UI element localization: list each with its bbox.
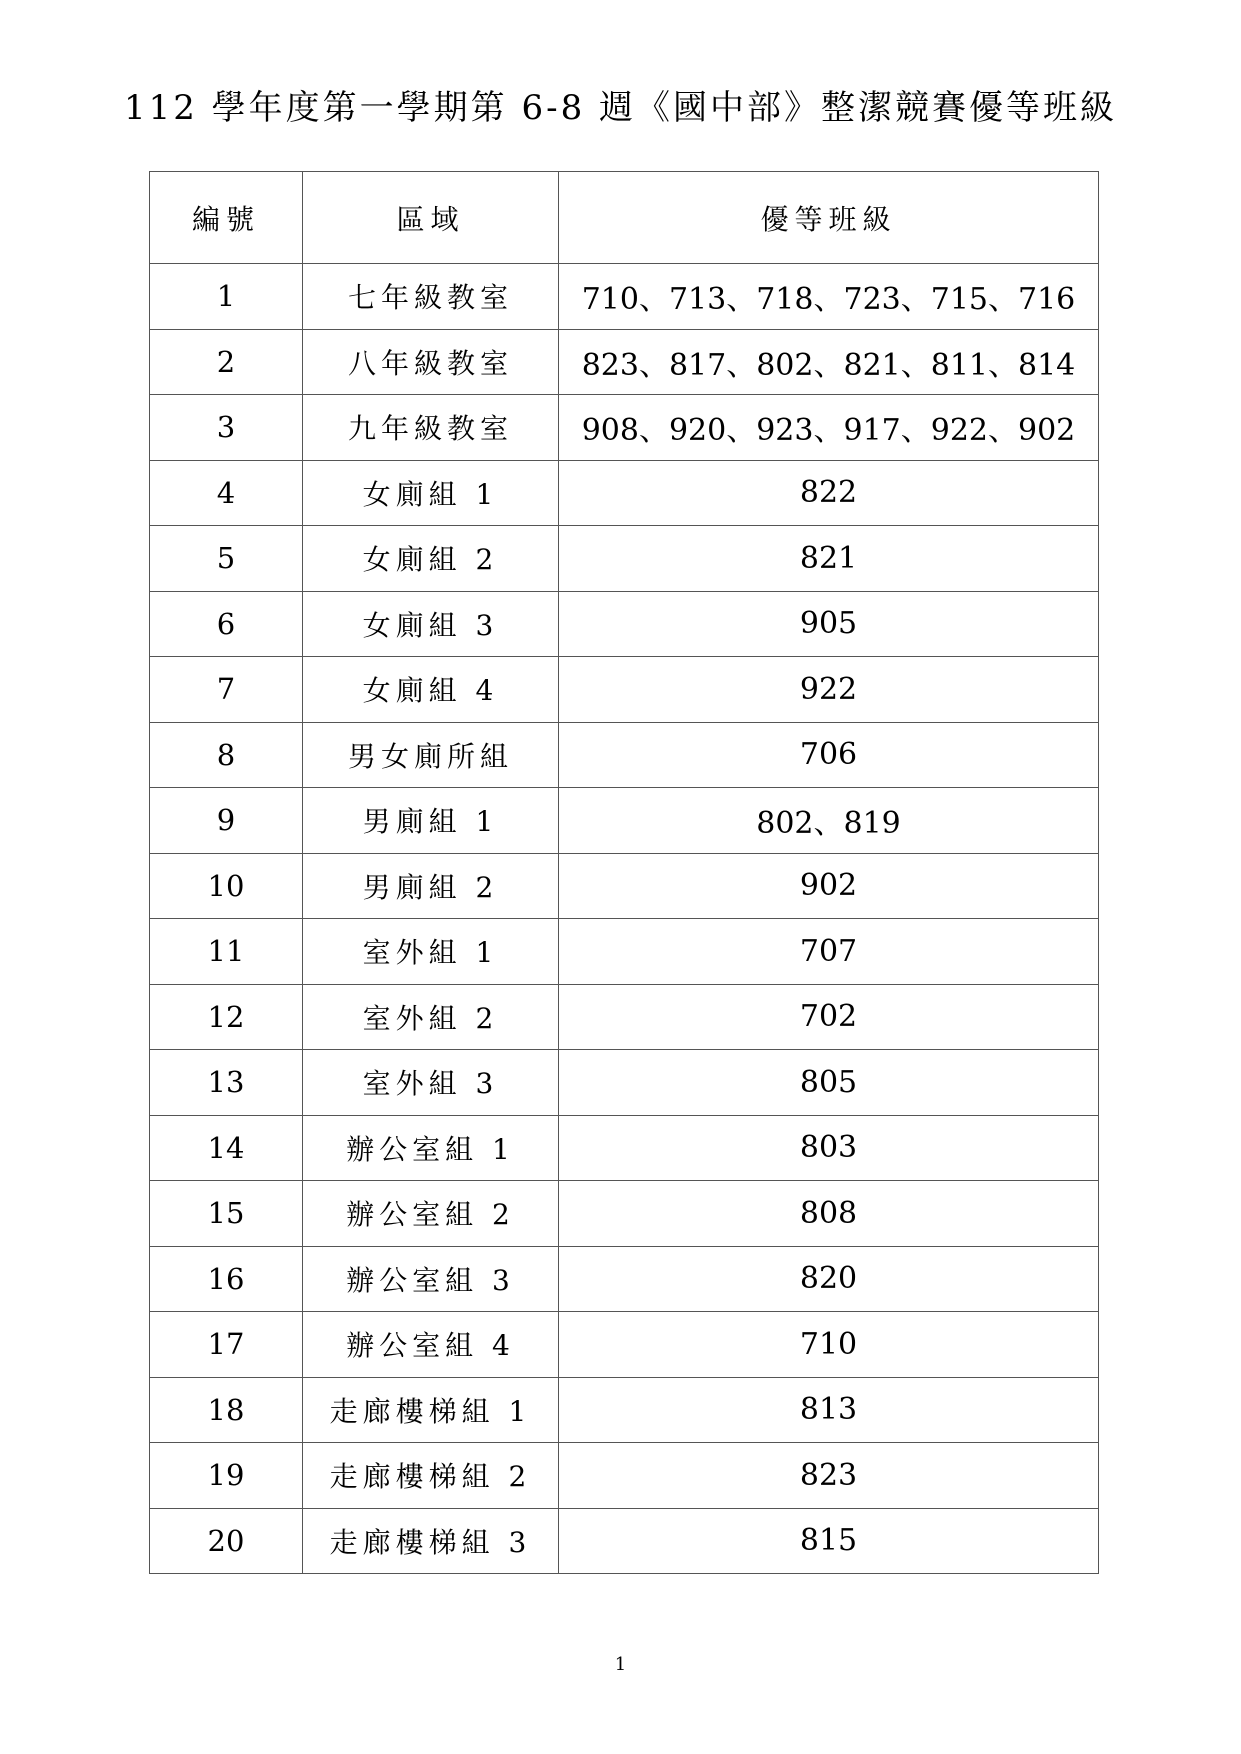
row-area: 七年級教室 [303, 264, 559, 330]
row-number: 3 [150, 395, 303, 461]
row-area: 男女廁所組 [303, 722, 559, 788]
table-row [150, 853, 1099, 919]
row-classes: 710、713、718、723、715、716 [559, 264, 1099, 330]
row-number: 9 [150, 788, 303, 854]
row-number: 17 [150, 1312, 303, 1378]
row-classes: 820 [559, 1246, 1099, 1312]
row-classes: 710 [559, 1312, 1099, 1378]
table-row [150, 1050, 1099, 1116]
row-number: 11 [150, 919, 303, 985]
row-number: 8 [150, 722, 303, 788]
row-number: 20 [150, 1508, 303, 1574]
row-area: 八年級教室 [303, 329, 559, 395]
row-classes: 908、920、923、917、922、902 [559, 395, 1099, 461]
row-classes: 702 [559, 984, 1099, 1050]
row-area: 室外組 3 [303, 1050, 559, 1116]
row-classes: 803 [559, 1115, 1099, 1181]
row-area: 女廁組 1 [303, 460, 559, 526]
row-area: 走廊樓梯組 2 [303, 1443, 559, 1509]
header-area: 區域 [303, 172, 559, 264]
row-area: 辦公室組 3 [303, 1246, 559, 1312]
table-row [150, 395, 1099, 461]
page-number: 1 [614, 1654, 627, 1675]
row-number: 15 [150, 1181, 303, 1247]
header-classes: 優等班級 [559, 172, 1099, 264]
page-title: 112 學年度第一學期第 6-8 週《國中部》整潔競賽優等班級 [123, 88, 1118, 128]
row-area: 走廊樓梯組 3 [303, 1508, 559, 1574]
row-classes: 821 [559, 526, 1099, 592]
table-row [150, 919, 1099, 985]
table-row [150, 1312, 1099, 1378]
row-number: 4 [150, 460, 303, 526]
row-area: 室外組 1 [303, 919, 559, 985]
table-row [150, 984, 1099, 1050]
table-row [150, 1181, 1099, 1247]
row-classes: 805 [559, 1050, 1099, 1116]
honor-class-table [149, 171, 1099, 1574]
row-number: 14 [150, 1115, 303, 1181]
row-classes: 815 [559, 1508, 1099, 1574]
row-classes: 823、817、802、821、811、814 [559, 329, 1099, 395]
table-row [150, 657, 1099, 723]
row-number: 1 [150, 264, 303, 330]
table-row [150, 1377, 1099, 1443]
row-classes: 706 [559, 722, 1099, 788]
table-row [150, 1508, 1099, 1574]
row-number: 5 [150, 526, 303, 592]
table-row [150, 1443, 1099, 1509]
row-area: 女廁組 2 [303, 526, 559, 592]
row-classes: 902 [559, 853, 1099, 919]
table-row [150, 1115, 1099, 1181]
table-row [150, 460, 1099, 526]
row-area: 辦公室組 1 [303, 1115, 559, 1181]
table-row [150, 722, 1099, 788]
row-classes: 707 [559, 919, 1099, 985]
row-classes: 822 [559, 460, 1099, 526]
row-area: 辦公室組 4 [303, 1312, 559, 1378]
table-row [150, 591, 1099, 657]
row-classes: 905 [559, 591, 1099, 657]
row-area: 女廁組 3 [303, 591, 559, 657]
row-number: 18 [150, 1377, 303, 1443]
table-row [150, 1246, 1099, 1312]
table-row [150, 526, 1099, 592]
row-area: 女廁組 4 [303, 657, 559, 723]
row-number: 13 [150, 1050, 303, 1116]
row-number: 10 [150, 853, 303, 919]
row-classes: 813 [559, 1377, 1099, 1443]
table-header-row [150, 172, 1099, 264]
row-classes: 802、819 [559, 788, 1099, 854]
row-classes: 823 [559, 1443, 1099, 1509]
row-area: 室外組 2 [303, 984, 559, 1050]
row-number: 19 [150, 1443, 303, 1509]
table-row [150, 788, 1099, 854]
row-area: 男廁組 2 [303, 853, 559, 919]
row-number: 12 [150, 984, 303, 1050]
row-number: 6 [150, 591, 303, 657]
row-number: 7 [150, 657, 303, 723]
table-row [150, 264, 1099, 330]
header-number: 編號 [150, 172, 303, 264]
table-row [150, 329, 1099, 395]
row-area: 男廁組 1 [303, 788, 559, 854]
row-area: 辦公室組 2 [303, 1181, 559, 1247]
row-classes: 808 [559, 1181, 1099, 1247]
row-area: 九年級教室 [303, 395, 559, 461]
row-area: 走廊樓梯組 1 [303, 1377, 559, 1443]
row-number: 16 [150, 1246, 303, 1312]
row-number: 2 [150, 329, 303, 395]
row-classes: 922 [559, 657, 1099, 723]
